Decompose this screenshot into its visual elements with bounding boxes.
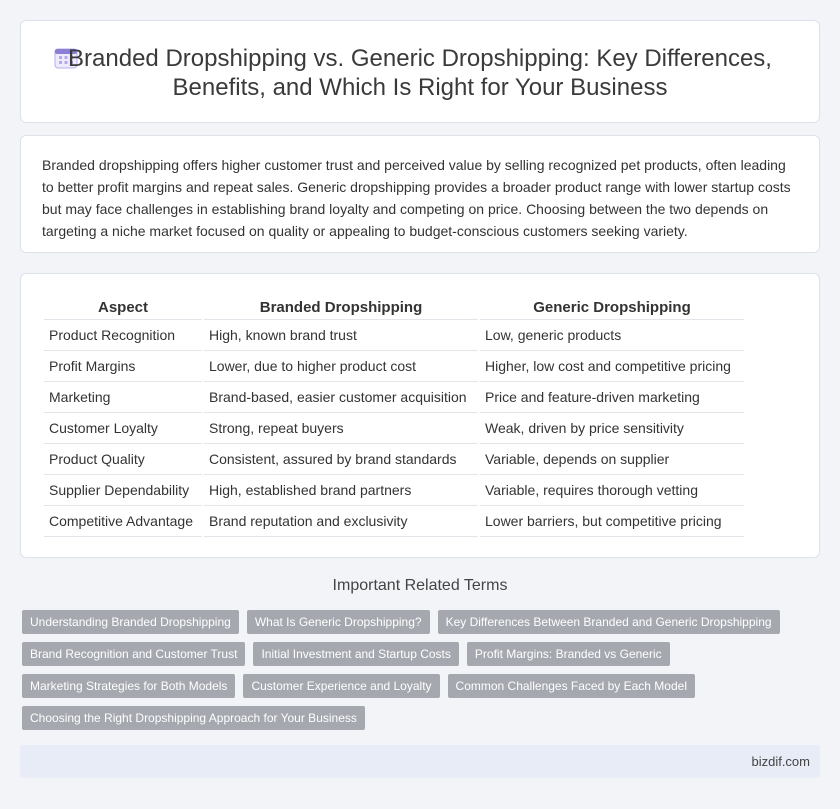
- related-term-tag[interactable]: Key Differences Between Branded and Generic Dropshipping: [438, 610, 780, 634]
- related-term-tag[interactable]: Common Challenges Faced by Each Model: [448, 674, 695, 698]
- table-row: [44, 413, 744, 444]
- table-row: [44, 382, 744, 413]
- footer: [20, 745, 820, 778]
- table-cell: Product Quality: [44, 444, 202, 475]
- table-cell: Profit Margins: [44, 351, 202, 382]
- page-title: Branded Dropshipping vs. Generic Dropshipping: Key Differences, Benefits, and Which Is Right for Your Business: [68, 45, 772, 101]
- table-row: [44, 475, 744, 506]
- table-row: [44, 444, 744, 475]
- related-terms-tags: [22, 610, 812, 738]
- table-header-row: [44, 294, 744, 320]
- table-cell: Variable, depends on supplier: [480, 444, 744, 475]
- related-term-tag[interactable]: Profit Margins: Branded vs Generic: [467, 642, 670, 666]
- intro-paragraph: Branded dropshipping offers higher customer trust and perceived value by selling recognized pet products, often leading to better profit margins and repeat sales. Generic dropshipping provides a broader product range with lower startup costs but may face challenges in establishing brand loyalty and competing on price. Choosing between the two depends on targeting a niche market focused on quality or appealing to budget-conscious customers seeking variety.: [42, 157, 791, 239]
- table-cell: Supplier Dependability: [44, 475, 202, 506]
- related-terms-heading: Important Related Terms: [332, 577, 508, 594]
- table-cell: Variable, requires thorough vetting: [480, 475, 744, 506]
- table-cell: Marketing: [44, 382, 202, 413]
- column-header-branded: Branded Dropshipping: [204, 294, 478, 320]
- table-cell: Brand reputation and exclusivity: [204, 506, 478, 537]
- table-cell: Strong, repeat buyers: [204, 413, 478, 444]
- title-card: [20, 20, 820, 123]
- related-term-tag[interactable]: Understanding Branded Dropshipping: [22, 610, 239, 634]
- table-cell: High, known brand trust: [204, 320, 478, 351]
- related-term-tag[interactable]: Marketing Strategies for Both Models: [22, 674, 235, 698]
- table-cell: Higher, low cost and competitive pricing: [480, 351, 744, 382]
- table-row: [44, 506, 744, 537]
- table-cell: Price and feature-driven marketing: [480, 382, 744, 413]
- table-cell: Low, generic products: [480, 320, 744, 351]
- table-cell: Product Recognition: [44, 320, 202, 351]
- related-term-tag[interactable]: What Is Generic Dropshipping?: [247, 610, 430, 634]
- intro-card: [20, 135, 820, 253]
- column-header-generic: Generic Dropshipping: [480, 294, 744, 320]
- comparison-table: [42, 294, 746, 537]
- table-cell: High, established brand partners: [204, 475, 478, 506]
- related-term-tag[interactable]: Customer Experience and Loyalty: [243, 674, 439, 698]
- table-cell: Lower barriers, but competitive pricing: [480, 506, 744, 537]
- related-term-tag[interactable]: Brand Recognition and Customer Trust: [22, 642, 245, 666]
- comparison-card: [20, 273, 820, 558]
- table-cell: Weak, driven by price sensitivity: [480, 413, 744, 444]
- table-cell: Brand-based, easier customer acquisition: [204, 382, 478, 413]
- table-row: [44, 320, 744, 351]
- table-row: [44, 351, 744, 382]
- table-cell: Customer Loyalty: [44, 413, 202, 444]
- column-header-aspect: Aspect: [44, 294, 202, 320]
- related-term-tag[interactable]: Choosing the Right Dropshipping Approach for Your Business: [22, 706, 365, 730]
- table-cell: Lower, due to higher product cost: [204, 351, 478, 382]
- related-term-tag[interactable]: Initial Investment and Startup Costs: [253, 642, 458, 666]
- footer-site-link[interactable]: bizdif.com: [751, 754, 810, 769]
- table-cell: Competitive Advantage: [44, 506, 202, 537]
- table-cell: Consistent, assured by brand standards: [204, 444, 478, 475]
